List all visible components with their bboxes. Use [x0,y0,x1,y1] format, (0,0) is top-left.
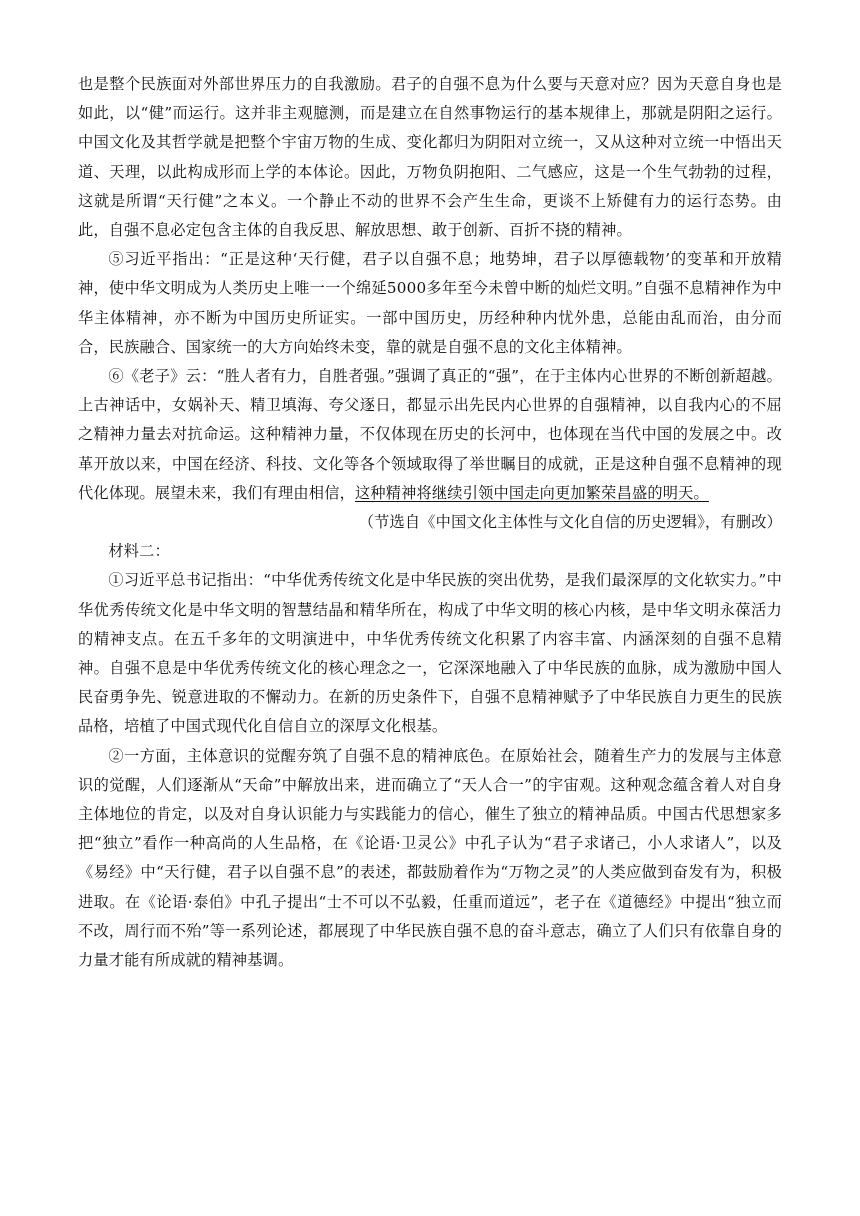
paragraph-6 [78,362,782,508]
underlined-sentence: 这种精神将继续引领中国走向更加繁荣昌盛的明天。 [354,483,709,502]
material-two-paragraph-2: ②一方面，主体意识的觉醒夯筑了自强不息的精神底色。在原始社会，随着生产力的发展与主体意识的觉醒，人们逐渐从“天命”中解放出来，进而确立了“天人合一”的宇宙观。这种观念蕴含着人对自身主体地位的肯定，以及对自身认识能力与实践能力的信心，催生了独立的精神品质。中国古代思想家多把“独立”看作一种高尚的人生品格，在《论语·卫灵公》中孔子认为“君子求诸己，小人求诸人”，以及《易经》中“天行健，君子以自强不息”的表述，都鼓励着作为“万物之灵”的人类应做到奋发有为，积极进取。在《论语·泰伯》中孔子提出“士不可以不弘毅，任重而道远”，老子在《道德经》中提出“独立而不改，周行而不殆”等一系列论述，都展现了中华民族自强不息的奋斗意志，确立了人们只有依靠自身的力量才能有所成就的精神基调。 [78,746,782,970]
material-two-heading: 材料二： [108,542,170,561]
source-citation: （节选自《中国文化主体性与文化自信的历史逻辑》，有删改） [358,513,782,532]
paragraph-4-tail: 也是整个民族面对外部世界压力的自我激励。君子的自强不息为什么要与天意对应？因为天意自身也是如此，以“健”而运行。这并非主观臆测，而是建立在自然事物运行的基本规律上，那就是阴阳之运行。中国文化及其哲学就是把整个宇宙万物的生成、变化都归为阴阳对立统一，又从这种对立统一中悟出天道、天理，以此构成形而上学的本体论。因此，万物负阴抱阳、二气感应，这是一个生气勃勃的过程，这就是所谓“天行健”之本义。一个静止不动的世界不会产生生命，更谈不上矫健有力的运行态势。由此，自强不息必定包含主体的自我反思、解放思想、敢于创新、百折不挠的精神。 [78,75,782,240]
document-page [78,70,782,975]
paragraph-5: ⑤习近平指出：“正是这种‘天行健，君子以自强不息；地势坤，君子以厚德载物’的变革和开放精神，使中华文明成为人类历史上唯一一个绵延5000多年至今未曾中断的灿烂文明。”自强不息精神作为中华主体精神，亦不断为中国历史所证实。一部中国历史，历经种种内忧外患，总能由乱而治，由分而合，民族融合、国家统一的大方向始终未变，靠的就是自强不息的文化主体精神。 [78,250,782,356]
material-two-paragraph-1: ①习近平总书记指出：“中华优秀传统文化是中华民族的突出优势，是我们最深厚的文化软实力。”中华优秀传统文化是中华文明的智慧结晶和精华所在，构成了中华文明的核心内核，是中华文明永葆活力的精神支点。在五千多年的文明演进中，中华优秀传统文化积累了内容丰富、内涵深刻的自强不息精神。自强不息是中华优秀传统文化的核心理念之一，它深深地融入了中华民族的血脉，成为激励中国人民奋勇争先、锐意进取的不懈动力。在新的历史条件下，自强不息精神赋予了中华民族自力更生的民族品格，培植了中国式现代化自信自立的深厚文化根基。 [78,571,782,736]
paragraph-6-text: ⑥《老子》云：“胜人者有力，自胜者强。”强调了真正的“强”，在于主体内心世界的不断创新超越。上古神话中，女娲补天、精卫填海、夸父逐日，都显示出先民内心世界的自强精神，以自我内心的不屈之精神力量去对抗命运。这种精神力量，不仅体现在历史的长河中，也体现在当代中国的发展之中。改革开放以来，中国在经济、科技、文化等各个领域取得了举世瞩目的成就，正是这种自强不息精神的现代化体现。展望未来，我们有理由相信， [78,367,782,502]
